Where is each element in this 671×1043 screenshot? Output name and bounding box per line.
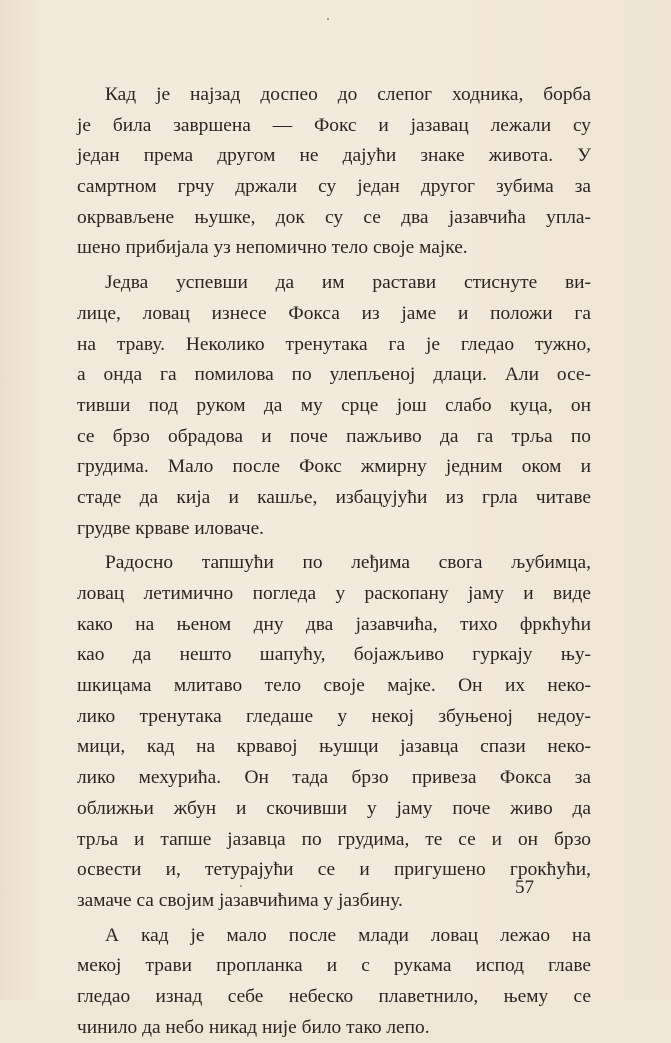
text-line: грудве крваве иловаче. <box>77 517 265 539</box>
text-line: на траву. Неколико тренутака га је гледао тужно, <box>77 333 591 355</box>
text-line: мекој трави пропланка и с рукама испод главе <box>77 955 591 977</box>
paragraph <box>77 548 591 916</box>
text-line: Кад је најзад доспео до слепог ходника, борба <box>105 84 591 105</box>
text-line: ловац летимично погледа у раскопану јаму и виде <box>77 583 591 604</box>
text-line: шено прибијала уз непомично тело своје мајке. <box>77 237 468 259</box>
text-line: лице, ловац изнесе Фокса из јаме и положи га <box>77 302 591 324</box>
text-line: самртном грчу држали су један другог зубима за <box>77 176 591 198</box>
text-line: замаче са својим јазавчићима у јазбину. <box>77 889 403 911</box>
text-line: као да нешто шапућу, бојажљиво гуркају њу- <box>77 644 591 666</box>
text-line: грудима. Мало после Фокс жмирну једним оком и <box>77 456 591 478</box>
text-line: А кад је мало после млади ловац лежао на <box>105 924 591 946</box>
text-line: како на њеном дну два јазавчића, тихо фркћући <box>77 613 591 635</box>
text-line: Радосно тапшући по леђима свога љубимца, <box>105 552 591 574</box>
text-line: Једва успевши да им растави стиснуте ви- <box>105 272 591 294</box>
text-line: тивши под руком да му срце још слабо куца, он <box>77 394 591 416</box>
text-line: један према другом не дајући знаке живота. У <box>77 145 591 167</box>
text-line: освести и, тетурајући се и пригушено грокћући, <box>77 859 591 881</box>
text-line: окрвављене њушке, док су се два јазавчића упла- <box>77 206 591 228</box>
text-line: мици, кад на крвавој њушци јазавца спази неко- <box>77 736 591 758</box>
text-line: се брзо обрадова и поче пажљиво да га трља по <box>77 425 591 447</box>
text-line: шкицама млитаво тело своје мајке. Он их неко- <box>77 675 591 697</box>
text-line: лико мехурића. Он тада брзо привеза Фокса за <box>77 767 591 789</box>
paragraph <box>77 268 591 544</box>
text-line: гледао изнад себе небеско плаветнило, њему се <box>77 985 591 1007</box>
text-line: лико тренутака гледаше у некој збуњеној недоу- <box>77 705 591 727</box>
text-line: је била завршена — Фокс и јазавац лежали су <box>77 114 591 136</box>
paper-speck <box>327 18 329 20</box>
page-number: 57 <box>515 877 534 898</box>
text-line: стаде да кија и кашље, избацујући из грла читаве <box>77 486 591 508</box>
text-line: оближњи жбун и скочивши у јаму поче живо да <box>77 797 591 819</box>
paragraph <box>77 80 591 264</box>
paragraph <box>77 921 591 1043</box>
text-line: чинило да небо никад није било тако лепо. <box>77 1016 430 1038</box>
text-line: трља и тапше јазавца по грудима, те се и он брзо <box>77 828 591 850</box>
text-line: а онда га помилова по улепљеној длаци. Али осе- <box>77 364 591 386</box>
